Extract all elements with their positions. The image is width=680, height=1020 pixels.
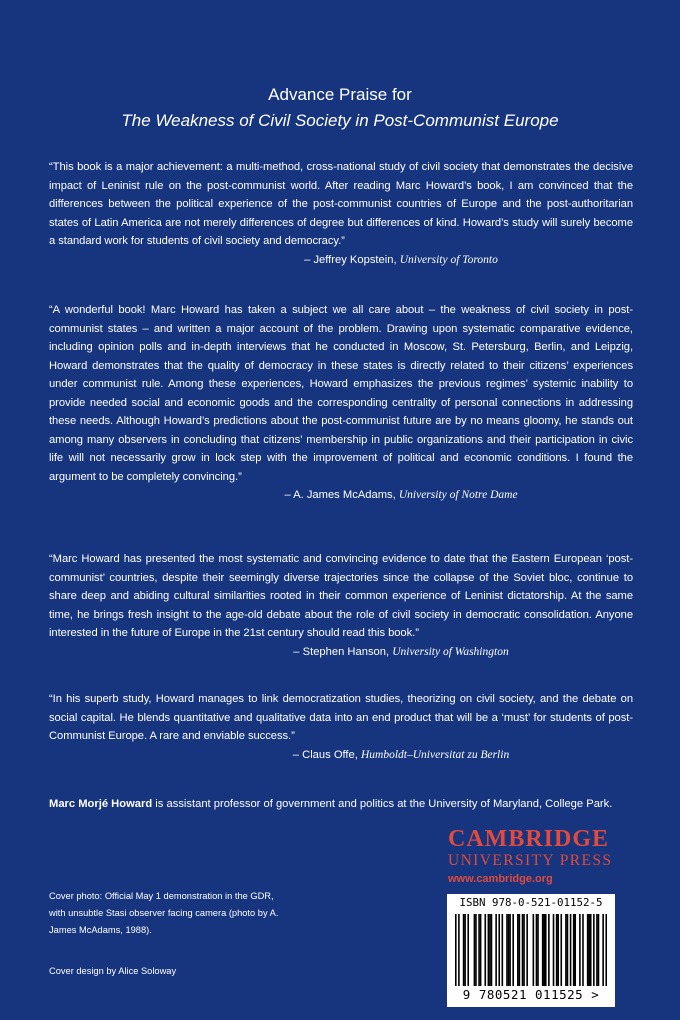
barcode-icon [455, 914, 607, 986]
quote-text: “This book is a major achievement: a multi-method, cross-national study of civil society that demonstrates the decisive impact of Leninist rule on the post-communist world. After reading Marc Howard’s book, I am convinced that the differences between the political experience of the post-communist countries of Europe and the post-authoritarian states of Latin America are not merely differences of degree but differences of kind. Howard’s study will surely become a standard work for students of civil society and democracy.” [49, 161, 633, 247]
quote-text: “A wonderful book! Marc Howard has taken a subject we all care about – the weakness of civil society in post-communist states – and written a major account of the problem. Drawing upon systematic comparative evidence, including opinion polls and in-depth interviews that he conducted in Moscow, St. Petersburg, Berlin, and Leipzig, Howard demonstrates that the quality of democracy in these states is directly related to their citizens’ experiences under communist rule. Among these experiences, Howard emphasizes the previous regimes’ systemic inability to provide needed social and economic goods and the corresponding centrality of personal connections in addressing these needs. Although Howard’s predictions about the post-communist future are by no means gloomy, he stands out among many observers in concluding that citizens’ membership in public organizations and their participation in civic life will not necessarily grow in lock step with the improvement of political and economic conditions. I found the argument to be completely convincing.” [49, 304, 633, 483]
quote-block-1 [49, 158, 633, 269]
quote-attribution [49, 486, 633, 504]
barcode-panel [447, 894, 615, 1007]
barcode-digits: 9 780521 011525 > [462, 987, 600, 1002]
quote-affiliation: University of Notre Dame [398, 489, 518, 501]
book-title: The Weakness of Civil Society in Post-Communist Europe [121, 111, 559, 130]
quote-block-2 [49, 301, 633, 504]
quote-affiliation: University of Toronto [399, 253, 498, 266]
cover-photo-credit: Cover photo: Official May 1 demonstration in the GDR, with unsubtle Stasi observer facing camera (photo by A. James McAdams, 1988). [49, 891, 279, 935]
quote-author: – Jeffrey Kopstein, [304, 253, 400, 266]
isbn-label: ISBN 978-0-521-01152-5 [459, 896, 603, 909]
author-bio [49, 795, 649, 813]
quote-attribution [49, 746, 633, 764]
quote-author: – Stephen Hanson, [293, 645, 393, 658]
praise-header [0, 82, 680, 134]
quote-block-3 [49, 550, 633, 661]
quote-text: “Marc Howard has presented the most systematic and convincing evidence to date that the Eastern European ‘post-communist’ countries, despite their seemingly diverse trajectories since the collapse of the Soviet bloc, continue to share deep and abiding cultural similarities rooted in their common experience of Leninist dictatorship. At the same time, he brings fresh insight to the age-old debate about the role of civil society in democratic consolidation. Anyone interested in the future of Europe in the 21st century should read this book.” [49, 553, 633, 639]
cover-design-credit: Cover design by Alice Soloway [49, 966, 177, 976]
quote-text: “In his superb study, Howard manages to link democratization studies, theorizing on civil society, and the debate on social capital. He blends quantitative and qualitative data into an end product that will be a ‘must’ for students of post-Communist Europe. A rare and enviable success.” [49, 693, 633, 742]
publisher-logo [448, 826, 648, 888]
quote-attribution [49, 251, 633, 269]
author-bio-text: is assistant professor of government and politics at the University of Maryland, College Park. [152, 798, 613, 810]
author-name: Marc Morjé Howard [49, 798, 153, 810]
publisher-url: www.cambridge.org [448, 873, 553, 885]
publisher-name: CAMBRIDGE [448, 826, 610, 852]
quote-author: – A. James McAdams, [284, 489, 399, 501]
quote-affiliation: Humboldt–Universitat zu Berlin [360, 748, 510, 761]
quote-block-4 [49, 690, 633, 764]
quote-attribution [49, 643, 633, 661]
quote-affiliation: University of Washington [392, 645, 509, 658]
publisher-subname: UNIVERSITY PRESS [448, 852, 613, 869]
quote-author: – Claus Offe, [292, 748, 361, 761]
praise-heading: Advance Praise for [268, 85, 412, 104]
